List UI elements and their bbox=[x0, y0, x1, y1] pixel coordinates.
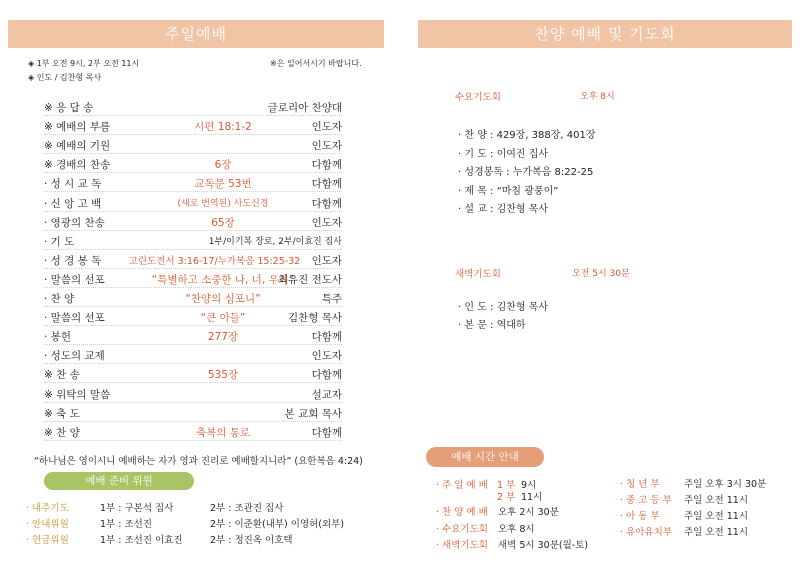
row-divider bbox=[44, 249, 342, 250]
order-item-leader: 인도자 bbox=[311, 121, 342, 134]
order-item-name: ※ 찬 양 bbox=[44, 426, 80, 439]
order-item-leader: 인도자 bbox=[311, 140, 342, 153]
detail-line: · 본 문 : 역대하 bbox=[458, 320, 526, 331]
order-item-name: · 찬 양 bbox=[44, 293, 75, 305]
order-item-detail: “찬양의 심포니” bbox=[185, 293, 261, 305]
schedule-title: 예배 시간 안내 bbox=[426, 447, 544, 467]
schedule-label: · 유아유치부 bbox=[620, 527, 672, 538]
row-divider bbox=[44, 325, 342, 326]
order-item-name: · 성도의 교제 bbox=[44, 350, 105, 363]
order-item-detail: 시편 18:1-2 bbox=[194, 121, 252, 134]
order-item-leader: 다함께 bbox=[311, 369, 342, 382]
detail-line: · 기 도 : 이여진 집사 bbox=[458, 148, 549, 160]
praise-header: 찬양 예배 및 기도회 bbox=[418, 20, 792, 48]
schedule-label: · 새벽기도회 bbox=[436, 540, 488, 551]
order-item-detail: 축복의 통로 bbox=[195, 426, 251, 439]
row-divider bbox=[44, 287, 342, 288]
row-divider bbox=[44, 402, 342, 403]
committee-second-service: 2부 : 정진옥 이호택 bbox=[210, 535, 293, 546]
order-item-leader: 최유진 전도사 bbox=[277, 273, 342, 286]
order-item-name: ※ 축 도 bbox=[44, 407, 80, 420]
row-divider bbox=[44, 191, 342, 192]
order-item-detail: 6장 bbox=[214, 159, 232, 172]
committee-second-service: 2부 : 조관진 집사 bbox=[210, 503, 284, 514]
committee-first-service: 1부 : 조선진 이효진 bbox=[100, 535, 183, 546]
committee-second-service: 2부 : 이준환(내부) 이영허(외부) bbox=[210, 519, 345, 530]
order-item-detail: 고린도전서 3:16-17/누가복음 15:25-32 bbox=[128, 255, 301, 267]
schedule-sub: 2 부 bbox=[497, 492, 516, 503]
standing-note: ※은 일어서시기 바랍니다. bbox=[270, 59, 362, 68]
row-divider bbox=[44, 382, 342, 383]
detail-line: · 인 도 : 김찬형 목사 bbox=[458, 302, 549, 313]
order-item-leader: 다함께 bbox=[311, 178, 342, 191]
dawn-time: 오전 5시 30분 bbox=[572, 269, 630, 279]
row-divider bbox=[44, 172, 342, 173]
order-item-name: ※ 위탁의 말씀 bbox=[44, 388, 111, 401]
order-item-name: · 말씀의 선포 bbox=[44, 273, 105, 286]
order-item-detail: (새로 번역된) 사도신경 bbox=[177, 198, 269, 209]
schedule-time: 9시 bbox=[521, 480, 537, 491]
detail-line: · 제 목 : “마침 광풍이” bbox=[458, 185, 559, 197]
order-item-leader: 특주 bbox=[321, 293, 342, 305]
order-item-leader: 1부/이기복 장로, 2부/이효진 집사 bbox=[208, 236, 342, 247]
committee-role: · 안내위원 bbox=[26, 519, 69, 530]
service-leader: ◈ 인도 / 김찬형 목사 bbox=[28, 73, 102, 82]
order-item-leader: 인도자 bbox=[311, 254, 342, 267]
schedule-time: 새벽 5시 30분(월-토) bbox=[498, 540, 589, 551]
row-divider bbox=[44, 230, 342, 231]
dawn-title: 새벽기도회 bbox=[455, 269, 501, 280]
committee-first-service: 1부 : 조선진 bbox=[100, 519, 152, 530]
row-divider bbox=[44, 306, 342, 307]
row-divider bbox=[44, 211, 342, 212]
schedule-time: 주일 오전 11시 bbox=[684, 527, 749, 538]
order-item-name: · 영광의 찬송 bbox=[44, 216, 105, 229]
service-times: ◈ 1부 오전 9시, 2부 오전 11시 bbox=[28, 59, 140, 68]
order-item-leader: 인도자 bbox=[311, 216, 342, 229]
order-item-detail: “특별하고 소중한 나, 너, 우리” bbox=[151, 273, 295, 286]
order-item-leader: 다함께 bbox=[311, 159, 342, 172]
committee-role: · 헌금위원 bbox=[26, 535, 69, 546]
order-item-detail: “큰 아들” bbox=[200, 312, 246, 325]
detail-line: · 찬 양 : 429장, 388장, 401장 bbox=[458, 130, 596, 141]
order-item-detail: 277장 bbox=[207, 331, 239, 344]
order-item-name: · 말씀의 선포 bbox=[44, 312, 105, 325]
row-divider bbox=[44, 421, 342, 422]
order-item-leader: 본 교회 목사 bbox=[284, 407, 342, 420]
order-item-leader: 다함께 bbox=[311, 331, 342, 344]
schedule-time: 오후 2시 30분 bbox=[498, 507, 559, 518]
row-divider bbox=[44, 268, 342, 269]
schedule-label: · 청 년 부 bbox=[620, 479, 660, 490]
order-item-name: · 기 도 bbox=[44, 235, 75, 248]
order-item-leader: 인도자 bbox=[311, 350, 342, 363]
row-divider bbox=[44, 115, 342, 116]
order-item-detail: 65장 bbox=[211, 216, 235, 229]
schedule-time: 오후 8시 bbox=[498, 524, 535, 535]
schedule-time: 11시 bbox=[521, 492, 543, 503]
order-item-name: ※ 경배의 찬송 bbox=[44, 159, 111, 172]
scripture-verse: “하나님은 영이시니 예배하는 자가 영과 진리로 예배할지니라” (요한복음 4:24) bbox=[34, 456, 363, 467]
schedule-time: 주일 오전 11시 bbox=[684, 511, 749, 522]
order-item-leader: 다함께 bbox=[311, 197, 342, 210]
order-item-name: ※ 응 답 송 bbox=[44, 102, 94, 114]
row-divider bbox=[44, 344, 342, 345]
order-item-name: · 성 시 교 독 bbox=[44, 178, 102, 191]
schedule-label: · 아 동 부 bbox=[620, 511, 660, 522]
order-item-leader: 설교자 bbox=[311, 388, 342, 401]
schedule-label: · 중 고 등 부 bbox=[620, 495, 672, 506]
row-divider bbox=[44, 134, 342, 135]
order-item-leader: 김찬형 목사 bbox=[287, 312, 342, 325]
wednesday-title: 수요기도회 bbox=[455, 92, 501, 103]
order-item-leader: 글로리아 찬양대 bbox=[267, 102, 342, 114]
detail-line: · 설 교 : 김찬형 목사 bbox=[458, 204, 549, 215]
row-divider bbox=[44, 440, 342, 441]
order-item-name: · 신 앙 고 백 bbox=[44, 197, 102, 210]
row-divider bbox=[44, 363, 342, 364]
order-item-detail: 535장 bbox=[207, 369, 239, 382]
schedule-label: · 수요기도회 bbox=[436, 524, 488, 535]
committee-title: 예배 준비 위원 bbox=[44, 472, 194, 490]
schedule-label: · 찬 양 예 배 bbox=[436, 507, 488, 518]
order-item-leader: 다함께 bbox=[311, 426, 342, 439]
committee-first-service: 1부 : 구본석 집사 bbox=[100, 503, 174, 514]
order-item-name: ※ 찬 송 bbox=[44, 369, 80, 382]
order-item-name: ※ 예배의 부름 bbox=[44, 121, 111, 134]
committee-role: · 내주기도 bbox=[26, 503, 69, 514]
order-item-name: ※ 예배의 기원 bbox=[44, 140, 111, 153]
schedule-time: 주일 오후 3시 30분 bbox=[684, 479, 767, 490]
order-item-name: · 봉헌 bbox=[44, 331, 71, 344]
row-divider bbox=[44, 153, 342, 154]
worship-header: 주일예배 bbox=[8, 20, 384, 48]
order-item-detail: 교독문 53번 bbox=[194, 178, 252, 191]
schedule-label: · 주 일 예 배 bbox=[436, 480, 488, 491]
schedule-time: 주일 오전 11시 bbox=[684, 495, 749, 506]
detail-line: · 성경봉독 : 누가복음 8:22-25 bbox=[458, 167, 594, 178]
order-item-name: · 성 경 봉 독 bbox=[44, 254, 102, 267]
wednesday-time: 오후 8시 bbox=[580, 92, 615, 102]
schedule-sub: 1 부 bbox=[497, 480, 516, 491]
